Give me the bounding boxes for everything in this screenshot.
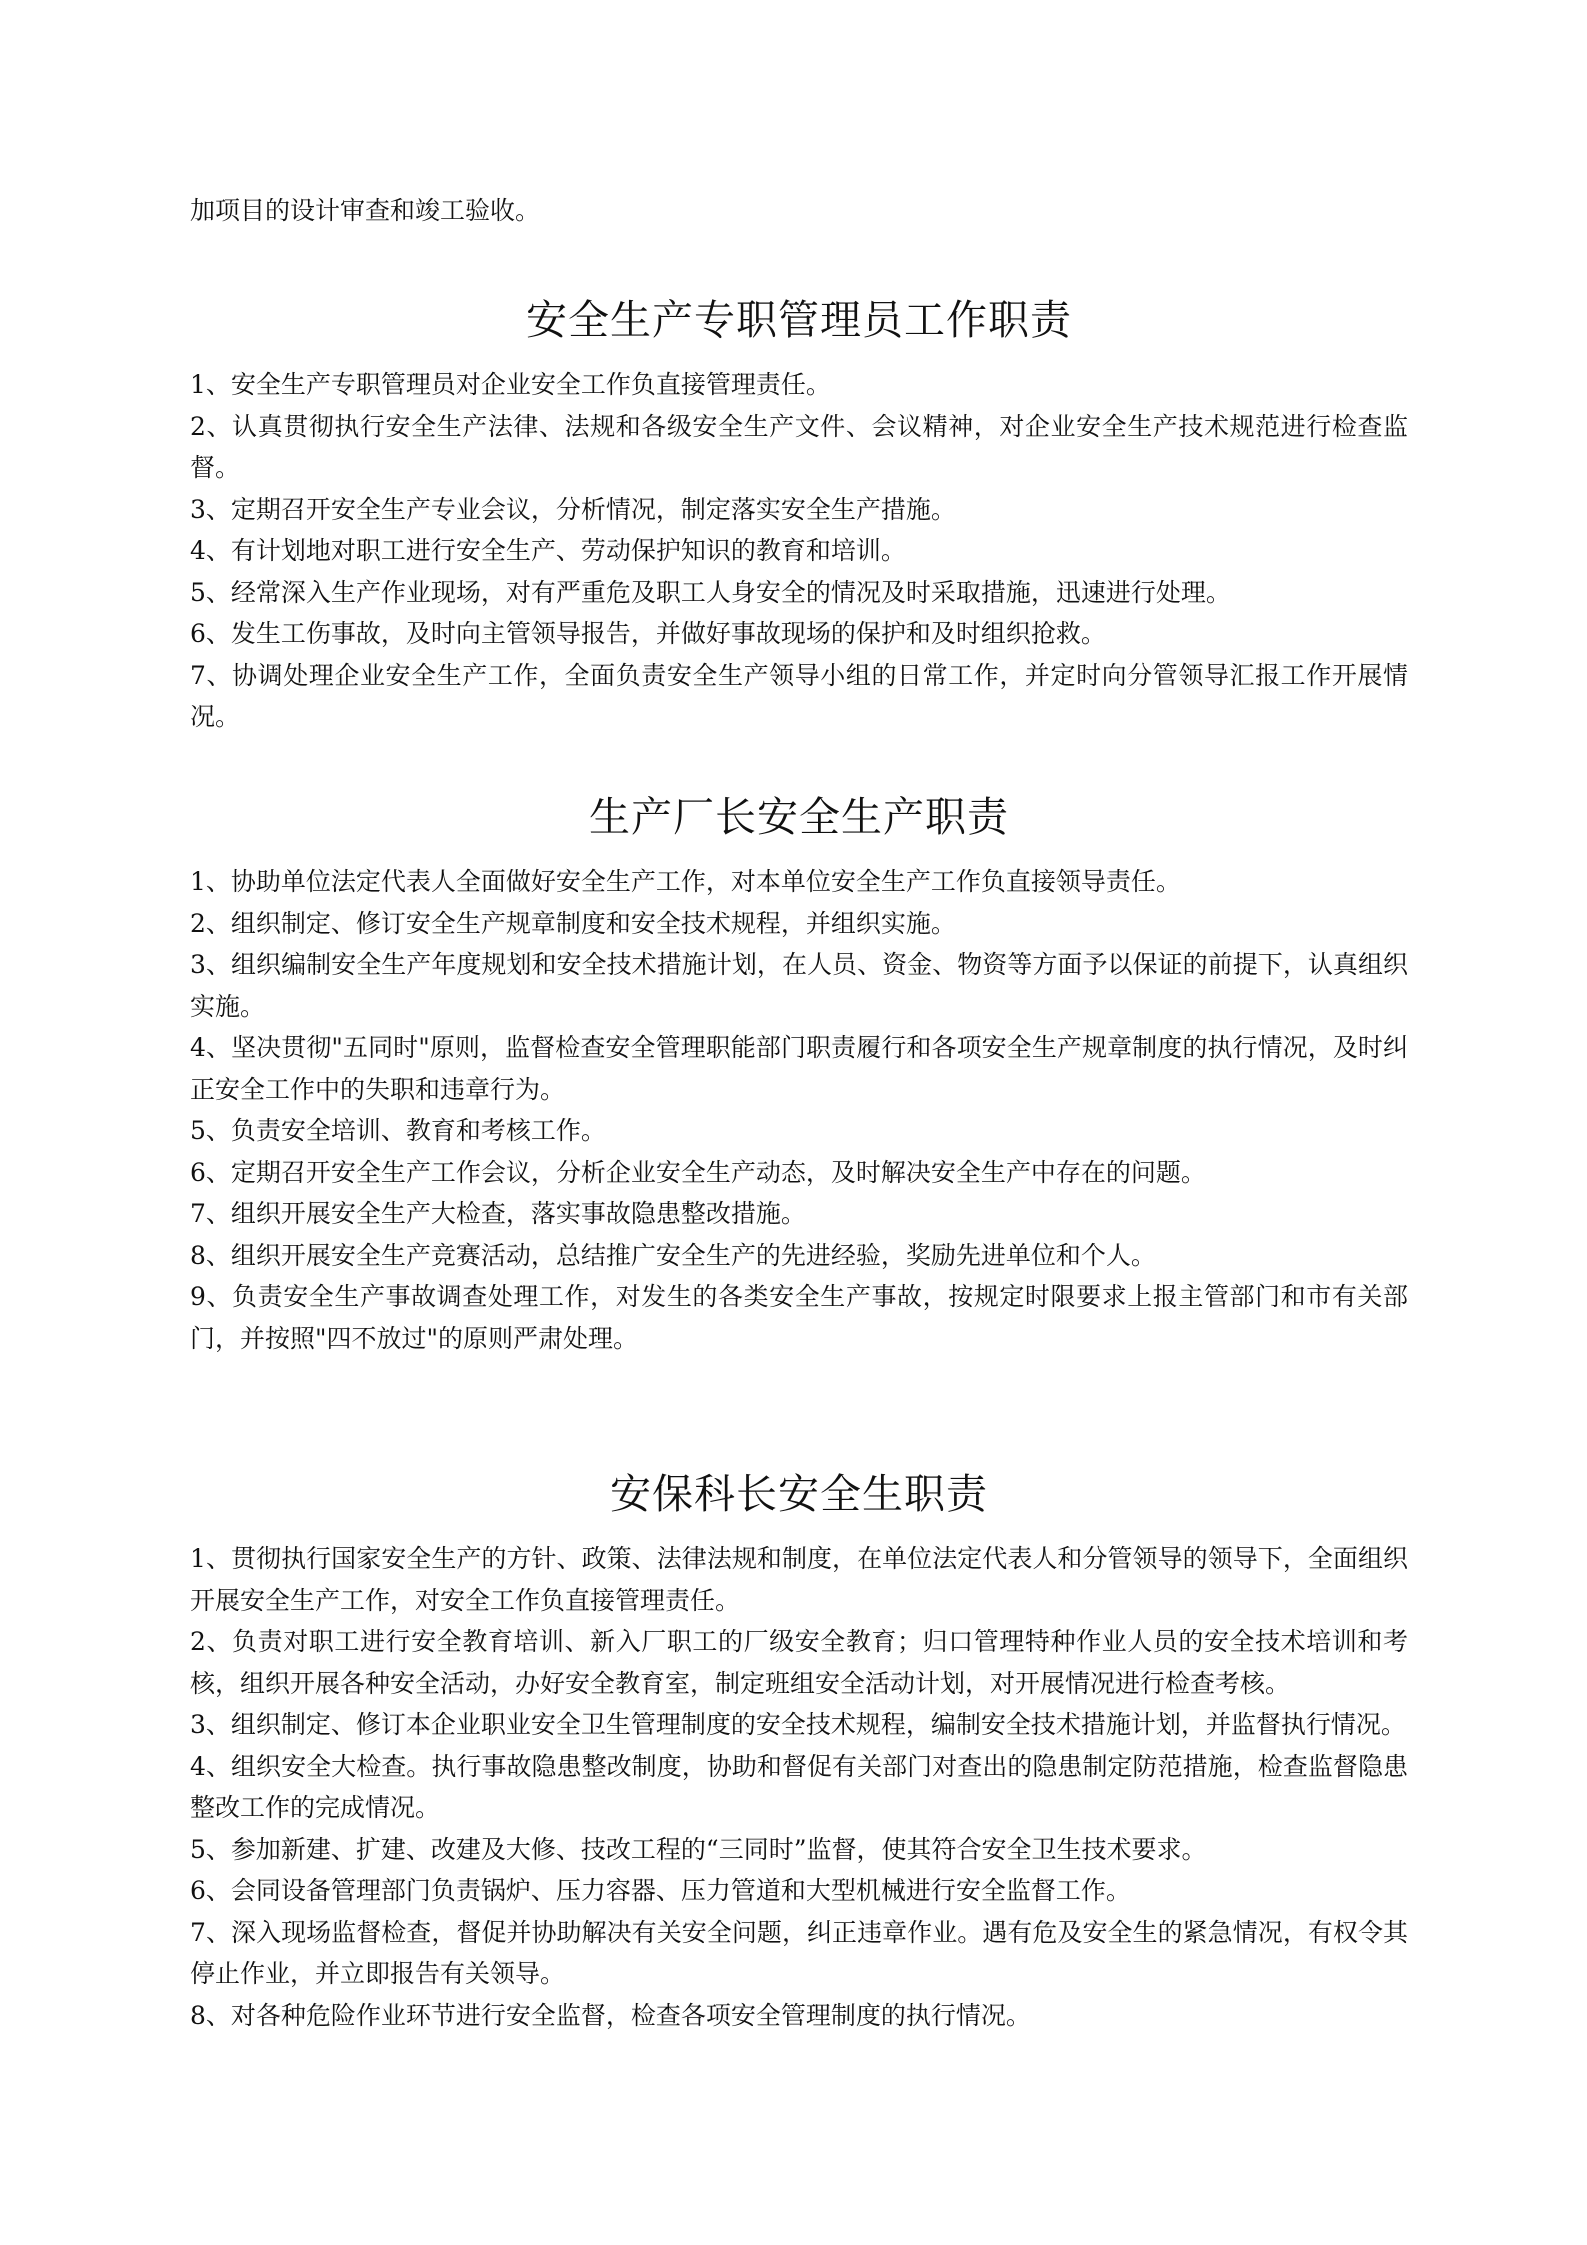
duty-item: 8、组织开展安全生产竞赛活动，总结推广安全生产的先进经验，奖励先进单位和个人。 [190,1240,1156,1270]
section-title: 安保科长安全生职责 [610,1470,988,1518]
duty-item: 4、坚决贯彻"五同时"原则，监督检查安全管理职能部门职责履行和各项安全生产规章制度的执行情况，及时纠正安全工作中的失职和违章行为。 [190,1033,1408,1104]
duty-item: 3、定期召开安全生产专业会议，分析情况，制定落实安全生产措施。 [190,494,956,524]
duty-item: 5、负责安全培训、教育和考核工作。 [190,1116,606,1145]
section-title: 生产厂长安全生产职责 [589,793,1009,841]
duty-item: 9、负责安全生产事故调查处理工作，对发生的各类安全生产事故，按规定时限要求上报主管部门和市有关部门，并按照"四不放过"的原则严肃处理。 [190,1282,1408,1353]
duty-item: 4、有计划地对职工进行安全生产、劳动保护知识的教育和培训。 [190,536,906,565]
duty-item: 1、贯彻执行国家安全生产的方针、政策、法律法规和制度，在单位法定代表人和分管领导的领导下，全面组织开展安全生产工作，对安全工作负直接管理责任。 [190,1544,1408,1615]
section-security-chief [190,1454,1408,2036]
duty-item: 7、协调处理企业安全生产工作，全面负责安全生产领导小组的日常工作，并定时向分管领导汇报工作开展情况。 [190,660,1408,731]
duty-item: 5、经常深入生产作业现场，对有严重危及职工人身安全的情况及时采取措施，迅速进行处理。 [190,577,1231,607]
duty-item: 4、组织安全大检查。执行事故隐患整改制度，协助和督促有关部门对查出的隐患制定防范措施，检查监督隐患整改工作的完成情况。 [190,1751,1408,1822]
intro-paragraph: 加项目的设计审查和竣工验收。 [190,196,541,225]
duty-item: 1、协助单位法定代表人全面做好安全生产工作，对本单位安全生产工作负直接领导责任。 [190,867,1181,896]
duty-item: 3、组织制定、修订本企业职业安全卫生管理制度的安全技术规程，编制安全技术措施计划，并监督执行情况。 [190,1710,1406,1739]
section-title: 安全生产专职管理员工作职责 [526,296,1072,344]
section-production-director [190,777,1408,1359]
duty-item: 8、对各种危险作业环节进行安全监督，检查各项安全管理制度的执行情况。 [190,2000,1031,2030]
duty-item: 2、组织制定、修订安全生产规章制度和安全技术规程，并组织实施。 [190,908,956,938]
duty-item: 5、参加新建、扩建、改建及大修、技改工程的“三同时”监督，使其符合安全卫生技术要求。 [190,1834,1207,1864]
duty-item: 7、深入现场监督检查，督促并协助解决有关安全问题，纠正违章作业。遇有危及安全生的紧急情况，有权令其停止作业，并立即报告有关领导。 [190,1917,1408,1988]
duty-list [190,1538,1408,2036]
duty-item: 7、组织开展安全生产大检查，落实事故隐患整改措施。 [190,1199,806,1228]
duty-item: 6、定期召开安全生产工作会议，分析企业安全生产动态，及时解决安全生产中存在的问题。 [190,1157,1206,1187]
duty-item: 2、认真贯彻执行安全生产法律、法规和各级安全生产文件、会议精神，对企业安全生产技术规范进行检查监督。 [190,411,1408,482]
duty-item: 3、组织编制安全生产年度规划和安全技术措施计划，在人员、资金、物资等方面予以保证的前提下，认真组织实施。 [190,950,1408,1021]
duty-item: 1、安全生产专职管理员对企业安全工作负直接管理责任。 [190,370,831,399]
duty-item: 2、负责对职工进行安全教育培训、新入厂职工的厂级安全教育；归口管理特种作业人员的安全技术培训和考核，组织开展各种安全活动，办好安全教育室，制定班组安全活动计划，对开展情况进行检查考核。 [190,1627,1408,1698]
duty-item: 6、发生工伤事故，及时向主管领导报告，并做好事故现场的保护和及时组织抢救。 [190,619,1106,648]
duty-item: 6、会同设备管理部门负责锅炉、压力容器、压力管道和大型机械进行安全监督工作。 [190,1876,1131,1905]
section-safety-manager [190,280,1408,738]
duty-list [190,861,1408,1359]
duty-list [190,364,1408,738]
